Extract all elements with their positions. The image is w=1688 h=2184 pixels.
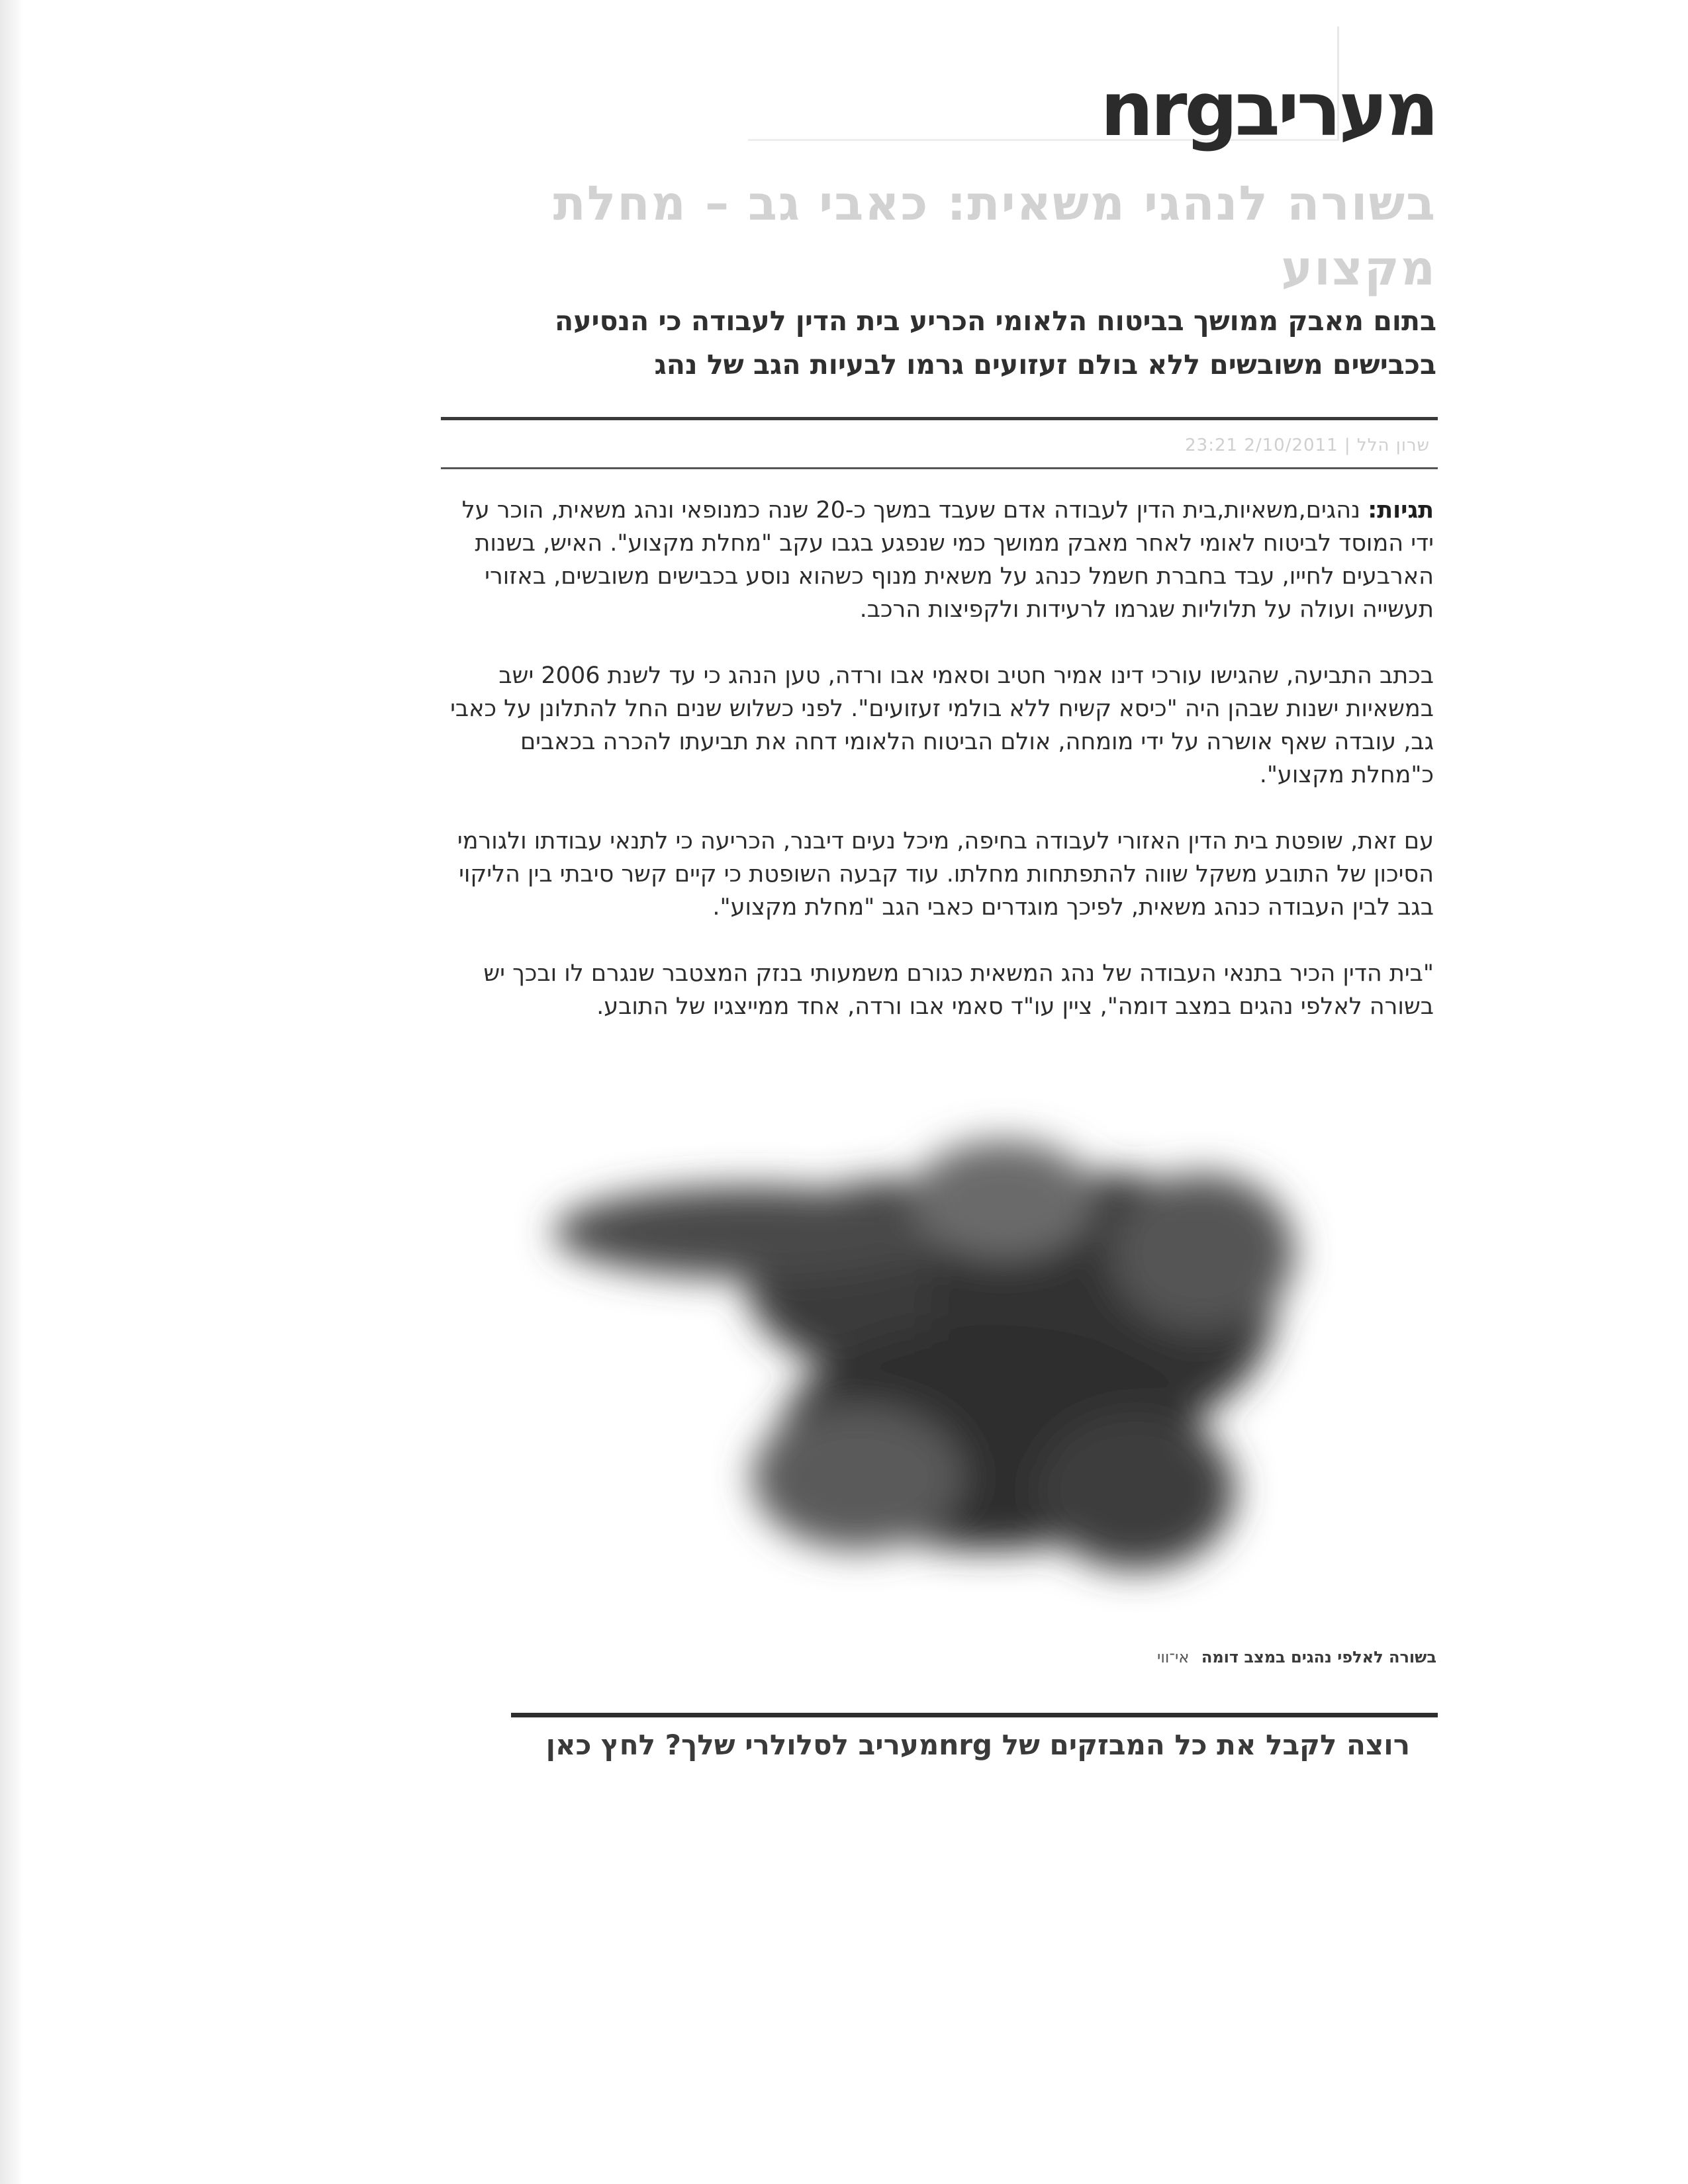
article-paragraph-3: עם זאת, שופטת בית הדין האזורי לעבודה בחיפה, מיכל נעים דיבנר, הכריעה כי לתנאי עבודתו ולגורמי הסיכון של התובע משקל שווה להתפתחות מחלתו. עוד קבעה השופטת כי קיים קשר סיבתי בין הליקוי בגב לבין העבודה כנהג משאית, לפיכך מוגדרים כאבי הגב "מחלת מקצוע". [457,828,1434,921]
tags-label: תגיות: [1368,497,1434,523]
article-paragraph-4: "בית הדין הכיר בתנאי העבודה של נהג המשאית כגורם משמעותי בנזק המצטבר שנגרם לו ובכך יש בשורה לאלפי נהגים במצב דומה", ציין עו"ד סאמי אבו ורדה, אחד ממייצגיו של התובע. [483,960,1434,1020]
article-title: בשורה לנהגי משאית: כאבי גב – מחלת מקצוע [553,175,1436,296]
article-byline: שרון הלל | 2/10/2011 23:21 [1185,435,1430,455]
divider-top [441,417,1438,420]
site-logo[interactable]: nrgמעריב [1100,67,1436,153]
scan-edge-shadow [0,0,23,2184]
divider-mid [441,467,1438,469]
divider-bottom [511,1713,1438,1717]
photo-caption-text: בשורה לאלפי נהגים במצב דומה [1201,1648,1436,1666]
photo-caption [1157,1648,1436,1666]
article-photo [487,1080,1460,1646]
article-body [434,494,1434,1056]
article-subtitle: בתום מאבק ממושך בביטוח הלאומי הכריע בית הדין לעבודה כי הנסיעה בכבישים משובשים ללא בולם זעזועים גרמו לבעיות הגב של נהג [555,305,1436,381]
mobile-alerts-link[interactable]: רוצה לקבל את כל המבזקים של nrgמעריב לסלולרי שלך? לחץ כאן [545,1729,1410,1761]
photo-credit: אי־ווי [1156,1648,1190,1666]
article-paragraph-2: בכתב התביעה, שהגישו עורכי דינו אמיר חטיב וסאמי אבו ורדה, טען הנהג כי עד לשנת 2006 ישב במשאיות ישנות שבהן היה "כיסא קשיח ללא בולמי זעזועים". לפני כשלוש שנים החל להתלונן על כאבי גב, עובדה שאף אושרה על ידי מומחה, אולם הביטוח הלאומי דחה את תביעתו להכרה בכאבים כ"מחלת מקצוע". [450,662,1434,788]
article-paragraph-1-text: נהגים,משאיות,בית הדין לעבודה אדם שעבד במשך כ-20 שנה כמנופאי ונהג משאית, הוכר על ידי המוסד לביטוח לאומי לאחר מאבק ממושך כמי שנפגע בגבו עקב "מחלת מקצוע". האיש, בשנות הארבעים לחייו, עבד בחברת חשמל כנהג על משאית מנוף כשהוא נוסע בכבישים משובשים, באזורי תעשייה ועולה על תלוליות שגרמו לרעידות ולקפיצות הרכב. [461,497,1434,623]
article-paragraph-1 [434,494,1434,626]
